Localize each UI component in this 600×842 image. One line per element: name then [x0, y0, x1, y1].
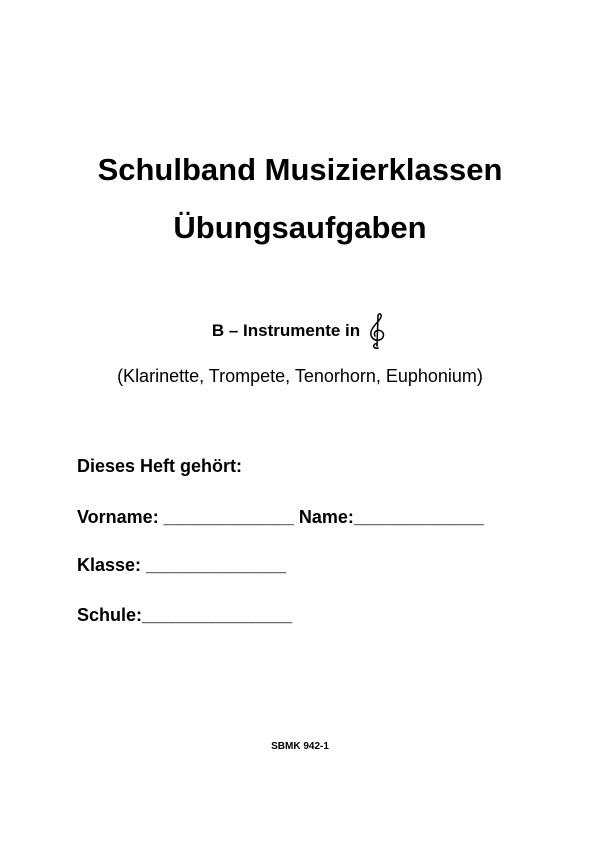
school-field: Schule:_______________ [77, 605, 293, 625]
title-line-2: Übungsaufgaben [173, 210, 427, 245]
treble-clef-icon [366, 312, 388, 350]
subtitle-text: B – Instrumente in [211, 321, 361, 340]
document-code: SBMK 942-1 [271, 741, 329, 752]
owner-label: Dieses Heft gehört: [77, 456, 243, 476]
title-line-1: Schulband Musizierklassen [97, 152, 503, 187]
name-fields: Vorname: _____________ Name:_____________ [77, 507, 484, 527]
subtitle [0, 312, 600, 350]
instrument-list: (Klarinette, Trompete, Tenorhorn, Euphonium) [117, 366, 483, 386]
class-field: Klasse: ______________ [77, 555, 287, 575]
